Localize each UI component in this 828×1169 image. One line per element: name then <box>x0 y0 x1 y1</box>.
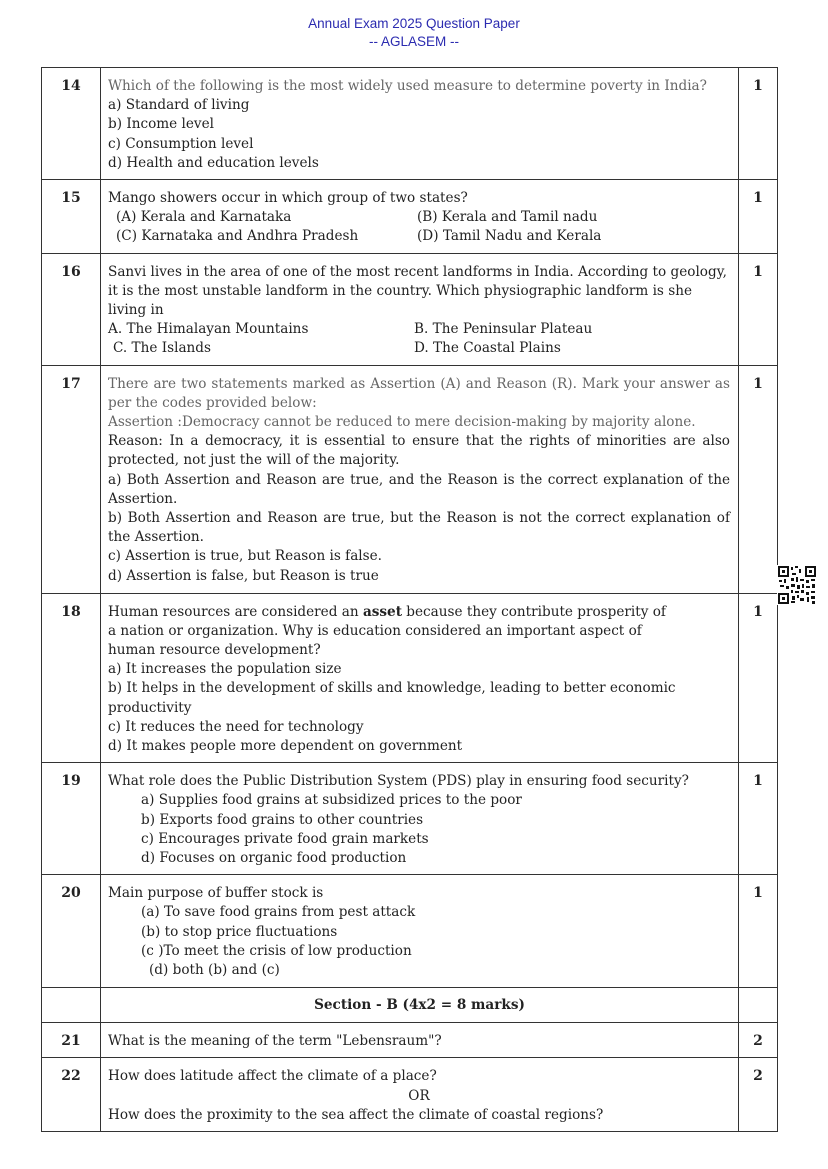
section-blank <box>42 988 101 1023</box>
option-c: c) It reduces the need for technology <box>108 718 364 735</box>
question-body <box>101 68 739 180</box>
question-row-22 <box>42 1058 778 1132</box>
alternative-question-text: How does the proximity to the sea affect the climate of coastal regions? <box>108 1106 604 1123</box>
option-c: (C) Karnataka and Andhra Pradesh <box>116 228 359 245</box>
question-text-bold: asset <box>362 603 402 620</box>
question-number: 15 <box>42 180 101 254</box>
question-marks: 1 <box>739 365 778 593</box>
option-b: b) It helps in the development of skills and knowledge, leading to better economic productivity <box>108 680 676 716</box>
header-subtitle: -- AGLASEM -- <box>368 34 459 49</box>
question-row-20 <box>42 875 778 988</box>
option-a: a) Both Assertion and Reason are true, and the Reason is the correct explanation of the Assertion. <box>108 471 730 507</box>
question-body <box>101 763 739 875</box>
question-number: 19 <box>42 763 101 875</box>
question-body <box>101 180 739 254</box>
question-text: Main purpose of buffer stock is <box>108 885 324 902</box>
question-marks: 1 <box>739 180 778 254</box>
question-marks: 2 <box>739 1058 778 1132</box>
question-marks: 1 <box>739 763 778 875</box>
question-body <box>101 593 739 763</box>
question-text: Which of the following is the most widely used measure to determine poverty in India? <box>108 78 707 94</box>
question-body <box>101 875 739 988</box>
question-body <box>101 1058 739 1132</box>
question-text-end: because they contribute prosperity of a nation or organization. Why is education considered an important aspect of human resource development? <box>108 603 666 659</box>
section-blank <box>739 988 778 1023</box>
option-b: b) Exports food grains to other countries <box>141 811 424 828</box>
option-c: c) Assertion is true, but Reason is false. <box>108 548 382 565</box>
option-d: d) It makes people more dependent on government <box>108 738 463 755</box>
question-text: Sanvi lives in the area of one of the most recent landforms in India. According to geology, it is the most unstable landform in the country. Which physiographic landform is she living in <box>108 263 727 319</box>
question-marks: 1 <box>739 253 778 365</box>
question-number: 20 <box>42 875 101 988</box>
or-separator: OR <box>408 1087 430 1104</box>
question-marks: 1 <box>739 68 778 180</box>
option-b: b) Both Assertion and Reason are true, but the Reason is not the correct explanation of the Assertion. <box>108 510 730 546</box>
question-text-start: Human resources are considered an <box>108 603 363 620</box>
question-row-17 <box>42 365 778 593</box>
question-text: Mango showers occur in which group of two states? <box>108 190 468 207</box>
question-row-18 <box>42 593 778 763</box>
question-marks: 2 <box>739 1023 778 1058</box>
option-b: (B) Kerala and Tamil nadu <box>417 209 598 226</box>
question-row-15 <box>42 180 778 254</box>
question-number: 22 <box>42 1058 101 1132</box>
option-d: d) Assertion is false, but Reason is true <box>108 567 379 584</box>
option-a: (a) To save food grains from pest attack <box>141 904 416 921</box>
option-a: a) It increases the population size <box>108 661 342 678</box>
option-a: (A) Kerala and Karnataka <box>116 209 292 226</box>
option-c: (c )To meet the crisis of low production <box>141 942 412 959</box>
question-body <box>101 365 739 593</box>
question-body <box>101 253 739 365</box>
question-text: What is the meaning of the term "Lebensraum"? <box>108 1033 442 1050</box>
question-text: How does latitude affect the climate of a place? <box>108 1068 437 1085</box>
question-row-21 <box>42 1023 778 1058</box>
question-body <box>101 1023 739 1058</box>
option-b: (b) to stop price fluctuations <box>141 923 338 940</box>
assertion-text: Assertion :Democracy cannot be reduced to mere decision-making by majority alone. <box>108 414 696 431</box>
section-row <box>42 988 778 1023</box>
question-row-19 <box>42 763 778 875</box>
option-a: A. The Himalayan Mountains <box>108 321 309 338</box>
option-d: d) Focuses on organic food production <box>141 850 407 867</box>
question-marks: 1 <box>739 593 778 763</box>
option-b: b) Income level <box>108 116 214 133</box>
question-row-14 <box>42 68 778 180</box>
question-table <box>41 67 778 1132</box>
question-text: There are two statements marked as Assertion (A) and Reason (R). Mark your answer as per the codes provided below: <box>108 375 730 411</box>
option-c: c) Consumption level <box>108 135 254 152</box>
question-text: What role does the Public Distribution System (PDS) play in ensuring food security? <box>108 773 689 790</box>
option-d: (d) both (b) and (c) <box>149 962 280 979</box>
header-title: Annual Exam 2025 Question Paper <box>308 16 520 31</box>
question-number: 18 <box>42 593 101 763</box>
option-b: B. The Peninsular Plateau <box>414 321 593 338</box>
qr-code-icon <box>777 565 817 605</box>
section-title: Section - B (4x2 = 8 marks) <box>101 988 739 1023</box>
option-a: a) Standard of living <box>108 97 250 114</box>
question-row-16 <box>42 253 778 365</box>
option-c: c) Encourages private food grain markets <box>141 830 429 847</box>
question-number: 21 <box>42 1023 101 1058</box>
question-number: 14 <box>42 68 101 180</box>
option-d: D. The Coastal Plains <box>414 340 561 357</box>
reason-text: Reason: In a democracy, it is essential to ensure that the rights of minorities are also protected, not just the will of the majority. <box>108 433 730 469</box>
question-number: 17 <box>42 365 101 593</box>
option-d: d) Health and education levels <box>108 154 319 171</box>
option-c: C. The Islands <box>113 340 211 357</box>
question-marks: 1 <box>739 875 778 988</box>
question-number: 16 <box>42 253 101 365</box>
option-d: (D) Tamil Nadu and Kerala <box>417 228 602 245</box>
question-text <box>108 603 678 661</box>
option-a: a) Supplies food grains at subsidized prices to the poor <box>141 792 522 809</box>
